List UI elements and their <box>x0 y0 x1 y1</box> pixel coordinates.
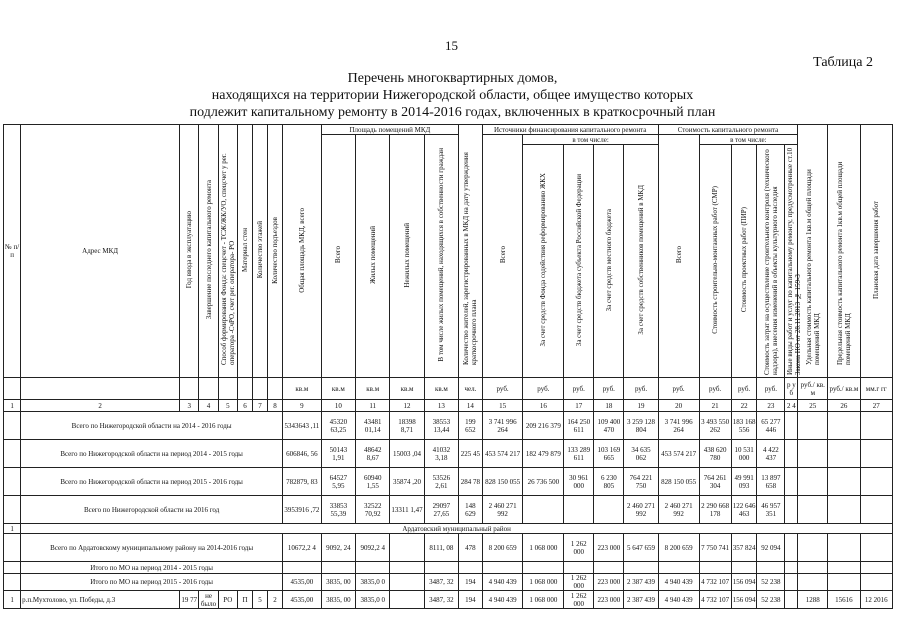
summary-row <box>4 562 893 574</box>
cell <box>424 562 458 574</box>
cell: 4 940 439 <box>482 574 523 591</box>
table-row <box>4 591 893 609</box>
cell <box>4 534 21 562</box>
col-area-owned-header: В том числе жилых помещений, находящихся в собственности граждан <box>437 148 446 362</box>
cell: 3953916 ,72 <box>283 496 322 524</box>
cell <box>798 562 828 574</box>
column-number: 8 <box>268 400 283 412</box>
cell <box>828 562 860 574</box>
column-number: 3 <box>180 400 199 412</box>
title-line: Перечень многоквартирных домов, <box>347 71 558 86</box>
column-number: 20 <box>658 400 699 412</box>
cell: 64527 5,95 <box>321 468 355 496</box>
fin-group-header: Источники финансирования капитального ремонта <box>482 125 658 135</box>
cell <box>658 562 699 574</box>
cell: 133 289 611 <box>564 440 594 468</box>
cell: 38553 13,44 <box>424 412 458 440</box>
cell: 164 250 611 <box>564 412 594 440</box>
cell <box>798 496 828 524</box>
cell: 46 957 351 <box>757 496 785 524</box>
col-area-nonres-header: Нежилых помещений <box>403 222 412 288</box>
cell: 9092, 24 <box>321 534 355 562</box>
column-number: 15 <box>482 400 523 412</box>
summary-label: Всего по Нижегородской области на 2014 - 2016 годы <box>21 412 283 440</box>
cell <box>785 562 798 574</box>
cell: 52 238 <box>757 574 785 591</box>
cell: 52 238 <box>757 591 785 609</box>
cell: 225 45 <box>459 440 483 468</box>
cell: 3835,0 0 <box>356 591 390 609</box>
column-number: 11 <box>356 400 390 412</box>
cell <box>523 496 564 524</box>
cell: 453 574 217 <box>658 440 699 468</box>
cell <box>459 562 483 574</box>
unit-cell: кв.м <box>356 378 390 400</box>
district-row <box>4 524 893 534</box>
summary-label: Итого по МО на период 2015 - 2016 годы <box>21 574 283 591</box>
cell <box>860 496 892 524</box>
column-number: 25 <box>798 400 828 412</box>
cell: 182 479 879 <box>523 440 564 468</box>
cell: 3487, 32 <box>424 574 458 591</box>
column-number: 1 <box>4 400 21 412</box>
cell <box>564 496 594 524</box>
unit-cell: руб. <box>699 378 731 400</box>
cell <box>731 562 757 574</box>
cell: 4 732 107 <box>699 591 731 609</box>
cell <box>860 468 892 496</box>
cell: 2 460 271 992 <box>482 496 523 524</box>
cell: 4 940 439 <box>658 591 699 609</box>
unit-cell: руб./ кв.м <box>828 378 860 400</box>
cell <box>828 412 860 440</box>
col-entrances-header: Количество подъездов <box>271 216 280 284</box>
col-area-all-header: Всего <box>334 246 343 264</box>
cell: 209 216 379 <box>523 412 564 440</box>
column-number: 18 <box>594 400 624 412</box>
page-title <box>0 70 905 121</box>
cell: 3835, 00 <box>321 574 355 591</box>
cell <box>860 412 892 440</box>
summary-label: Итого по МО на период 2014 - 2015 годы <box>21 562 283 574</box>
col-fin-fund-header: За счет средств Фонда содействия реформированию ЖКХ <box>539 173 548 347</box>
cell <box>390 534 424 562</box>
summary-row <box>4 534 893 562</box>
cell: 3 259 128 804 <box>624 412 658 440</box>
column-number: 14 <box>459 400 483 412</box>
table-label: Таблица 2 <box>813 55 873 70</box>
cell <box>860 534 892 562</box>
column-number: 19 <box>624 400 658 412</box>
cell <box>4 412 21 440</box>
cell <box>4 496 21 524</box>
cell: 606846, 56 <box>283 440 322 468</box>
cell: 41032 3,18 <box>424 440 458 468</box>
cell <box>390 562 424 574</box>
cell: 2 290 668 178 <box>699 496 731 524</box>
cell: 194 <box>459 574 483 591</box>
cell <box>4 562 21 574</box>
cell: 15616 <box>828 591 860 609</box>
area-group-header: Площадь помещений МКД <box>321 125 458 135</box>
cell <box>860 440 892 468</box>
cell: 12 2016 <box>860 591 892 609</box>
col-unit-cost-header: Удельная стоимость капитального ремонта 1кв.м общей площади помещений МКД <box>804 169 821 365</box>
cell <box>785 440 798 468</box>
cell: 2 387 439 <box>624 591 658 609</box>
district-no: 1 <box>4 524 21 534</box>
cell: 32522 70,92 <box>356 496 390 524</box>
cell: 122 646 463 <box>731 496 757 524</box>
cell: 4 732 107 <box>699 574 731 591</box>
unit-cell: кв.м <box>390 378 424 400</box>
cell: 764 221 750 <box>624 468 658 496</box>
cell: 7 750 741 <box>699 534 731 562</box>
cell: 13311 1,47 <box>390 496 424 524</box>
cell <box>523 562 564 574</box>
col-fin-owners-header: За счет средств собственников помещений в МКД <box>637 185 646 335</box>
cell: 3835, 00 <box>321 591 355 609</box>
cell: 3 493 550 262 <box>699 412 731 440</box>
cell <box>785 534 798 562</box>
col-cost-pir-header: Стоимость проектных работ (ПИР) <box>740 207 749 313</box>
col-total-area-header: Общая площадь МКД, всего <box>297 207 306 293</box>
cell: 438 620 780 <box>699 440 731 468</box>
cell: 26 736 500 <box>523 468 564 496</box>
house-no: 1 <box>4 591 21 609</box>
summary-row <box>4 468 893 496</box>
cell: 2 387 439 <box>624 574 658 591</box>
cell: 43481 01,14 <box>356 412 390 440</box>
summary-label: Всего по Нижегородской области на период 2015 - 2016 годы <box>21 468 283 496</box>
cell: 8 200 659 <box>482 534 523 562</box>
unit-cell: руб. <box>757 378 785 400</box>
cell: 33853 55,39 <box>321 496 355 524</box>
cell: 35874 ,20 <box>390 468 424 496</box>
column-number: 16 <box>523 400 564 412</box>
cell <box>798 534 828 562</box>
cell <box>699 562 731 574</box>
summary-label: Всего по Ардатовскому муниципальному району на 2014-2016 годы <box>21 534 283 562</box>
cell: 10672,2 4 <box>283 534 322 562</box>
house-last-repair: не было <box>199 591 218 609</box>
cell: 156 094 <box>731 591 757 609</box>
col-max-cost-header: Предельная стоимость капитального ремонта 1кв.м общей площади помещений МКД <box>835 161 852 365</box>
cost-incl-header: в том числе: <box>699 135 798 145</box>
cell <box>798 440 828 468</box>
column-number: 22 <box>731 400 757 412</box>
cell: 60940 1,55 <box>356 468 390 496</box>
unit-cell: руб./ кв. м <box>798 378 828 400</box>
cell: 109 400 470 <box>594 412 624 440</box>
unit-cell: р у б <box>785 378 798 400</box>
house-address: р.п.Мухтолово, ул. Победы, д.3 <box>21 591 180 609</box>
cell: 53526 2,61 <box>424 468 458 496</box>
page-number: 15 <box>445 38 458 53</box>
col-last-repair-header: Завершение последнего капитального ремонта <box>204 180 213 320</box>
unit-cell: кв.м <box>424 378 458 400</box>
cell: 1 068 000 <box>523 591 564 609</box>
col-fin-federal-header: За счет средств бюджета субъекта Российской Федерации <box>574 173 583 347</box>
column-numbers-row <box>4 400 893 412</box>
cell: 5343643 ,11 <box>283 412 322 440</box>
unit-cell: руб. <box>523 378 564 400</box>
col-cost-total-header: Всего <box>674 246 683 264</box>
cell: 6 230 805 <box>594 468 624 496</box>
cell: 1288 <box>798 591 828 609</box>
cell: 18398 8,71 <box>390 412 424 440</box>
column-number: 13 <box>424 400 458 412</box>
cell: 1 068 000 <box>523 574 564 591</box>
cell <box>828 468 860 496</box>
cell <box>624 562 658 574</box>
col-residents-header: Количество жителей, зарегистрированных в МКД на дату утверждения краткосрочного плана <box>462 152 479 365</box>
cell <box>785 591 798 609</box>
units-row <box>4 378 893 400</box>
col-fund-method-header: Способ формирования Фонда: спецсчет - ТСЖ/ЖК/УО, спецсчет у рег. оператора -СчРО, счет рег. оператора- РО <box>219 153 236 365</box>
cell: 5 647 659 <box>624 534 658 562</box>
houses-table <box>3 124 893 609</box>
cell <box>594 562 624 574</box>
summary-row <box>4 574 893 591</box>
unit-cell: руб. <box>624 378 658 400</box>
cell: 3487, 32 <box>424 591 458 609</box>
cell: 3 741 996 264 <box>658 412 699 440</box>
cell: 194 <box>459 591 483 609</box>
summary-row <box>4 440 893 468</box>
cell: 45320 63,25 <box>321 412 355 440</box>
col-cost-control-header: Стоимость затрат на осуществление строительного контроля (технического надзора), внесения изменений в объекты культурного наследия <box>762 149 779 375</box>
cell <box>828 440 860 468</box>
col-no-header: № п/п <box>4 125 21 378</box>
cell: 199 652 <box>459 412 483 440</box>
summary-row <box>4 412 893 440</box>
cell: 183 168 556 <box>731 412 757 440</box>
cell <box>828 534 860 562</box>
cell: 782879, 83 <box>283 468 322 496</box>
cell: 4535,00 <box>283 591 322 609</box>
cell: 828 150 055 <box>658 468 699 496</box>
cost-group-header: Стоимость капитального ремонта <box>658 125 798 135</box>
unit-cell: руб. <box>731 378 757 400</box>
cell: 48642 8,67 <box>356 440 390 468</box>
summary-label: Всего по Нижегородской области на 2016 год <box>21 496 283 524</box>
cell <box>564 562 594 574</box>
column-number: 17 <box>564 400 594 412</box>
cell <box>594 496 624 524</box>
col-cost-smr-header: Стоимость строительно-монтажных работ (СМР) <box>711 186 720 334</box>
column-number: 5 <box>218 400 237 412</box>
cell: 4535,00 <box>283 574 322 591</box>
cell: 2 460 271 992 <box>658 496 699 524</box>
col-year-header: Год ввода в эксплуатацию <box>185 211 194 289</box>
cell: 1 262 000 <box>564 591 594 609</box>
cell: 34 635 062 <box>624 440 658 468</box>
cell: 223 000 <box>594 534 624 562</box>
cell: 92 094 <box>757 534 785 562</box>
unit-cell: руб. <box>658 378 699 400</box>
unit-cell: мм.г гг <box>860 378 892 400</box>
cell <box>828 496 860 524</box>
cell: 30 961 000 <box>564 468 594 496</box>
cell: 29097 27,65 <box>424 496 458 524</box>
cell: 357 824 <box>731 534 757 562</box>
cell: 50143 1,91 <box>321 440 355 468</box>
fin-incl-header: в том числе: <box>523 135 658 145</box>
cell: 478 <box>459 534 483 562</box>
unit-cell: кв.м <box>321 378 355 400</box>
column-number: 9 <box>283 400 322 412</box>
cell: 4 422 437 <box>757 440 785 468</box>
cell <box>798 412 828 440</box>
cell <box>390 574 424 591</box>
house-entrances: 2 <box>268 591 283 609</box>
cell: 223 000 <box>594 574 624 591</box>
cell: 223 000 <box>594 591 624 609</box>
cell: 3 741 996 264 <box>482 412 523 440</box>
cell <box>860 574 892 591</box>
cell: 103 169 665 <box>594 440 624 468</box>
unit-cell: кв.м <box>283 378 322 400</box>
cell: 2 460 271 992 <box>624 496 658 524</box>
cell <box>283 562 322 574</box>
cell: 8 200 659 <box>658 534 699 562</box>
cell: 828 150 055 <box>482 468 523 496</box>
cell: 156 094 <box>731 574 757 591</box>
cell: 1 068 000 <box>523 534 564 562</box>
column-number: 2 <box>21 400 180 412</box>
col-plan-date-header: Плановая дата завершения работ <box>872 200 881 300</box>
cell: 9092,2 4 <box>356 534 390 562</box>
col-cost-other-header: Иные виды работ и услуг по капитальному ремонту, предусмотренные ст.10 Закона НО от 28.11.2013 № 159-З <box>786 147 803 375</box>
column-number: 12 <box>390 400 424 412</box>
cell: 49 991 093 <box>731 468 757 496</box>
col-walls-header: Материал стен <box>240 228 249 272</box>
column-number: 2 4 <box>785 400 798 412</box>
cell <box>785 574 798 591</box>
cell: 8111, 08 <box>424 534 458 562</box>
cell <box>4 468 21 496</box>
col-floors-header: Количество этажей <box>256 221 264 279</box>
cell: 453 574 217 <box>482 440 523 468</box>
column-number: 27 <box>860 400 892 412</box>
cell <box>785 496 798 524</box>
cell: 764 261 304 <box>699 468 731 496</box>
cell: 4 940 439 <box>658 574 699 591</box>
column-number: 23 <box>757 400 785 412</box>
cell: 65 277 446 <box>757 412 785 440</box>
unit-cell: руб. <box>594 378 624 400</box>
cell <box>356 562 390 574</box>
col-area-res-header: Жилых помещений <box>368 226 377 284</box>
cell <box>4 574 21 591</box>
cell <box>757 562 785 574</box>
cell <box>4 440 21 468</box>
cell <box>785 412 798 440</box>
column-number: 7 <box>253 400 268 412</box>
district-name: Ардатовский муниципальный район <box>21 524 893 534</box>
column-number: 6 <box>237 400 252 412</box>
cell <box>828 574 860 591</box>
unit-cell: чел. <box>459 378 483 400</box>
cell <box>785 468 798 496</box>
unit-cell: руб. <box>482 378 523 400</box>
cell: 4 940 439 <box>482 591 523 609</box>
cell <box>798 574 828 591</box>
summary-label: Всего по Нижегородской области на период 2014 - 2015 годы <box>21 440 283 468</box>
unit-cell: руб. <box>564 378 594 400</box>
cell: 13 897 658 <box>757 468 785 496</box>
cell <box>798 468 828 496</box>
cell <box>390 591 424 609</box>
column-number: 4 <box>199 400 218 412</box>
cell: 148 629 <box>459 496 483 524</box>
column-number: 10 <box>321 400 355 412</box>
col-fin-local-header: За счет средств местного бюджета <box>604 208 613 312</box>
cell: 1 262 000 <box>564 574 594 591</box>
column-number: 26 <box>828 400 860 412</box>
cell: 3835,0 0 <box>356 574 390 591</box>
cell: 284 78 <box>459 468 483 496</box>
column-number: 21 <box>699 400 731 412</box>
house-floors: 5 <box>253 591 268 609</box>
col-fin-total-header: Всего <box>498 246 507 264</box>
house-year: 19 77 <box>180 591 199 609</box>
cell: 15003 ,04 <box>390 440 424 468</box>
col-address-header: Адрес МКД <box>21 125 180 378</box>
house-fund: РО <box>218 591 237 609</box>
cell <box>321 562 355 574</box>
title-line: подлежит капитальному ремонту в 2014-2016 годах, включенных в краткосрочный план <box>189 105 716 120</box>
summary-row <box>4 496 893 524</box>
house-walls: П <box>237 591 252 609</box>
cell <box>860 562 892 574</box>
cell: 1 262 000 <box>564 534 594 562</box>
cell: 10 531 000 <box>731 440 757 468</box>
cell <box>482 562 523 574</box>
title-line: находящихся на территории Нижегородской области, общее имущество которых <box>211 88 694 103</box>
